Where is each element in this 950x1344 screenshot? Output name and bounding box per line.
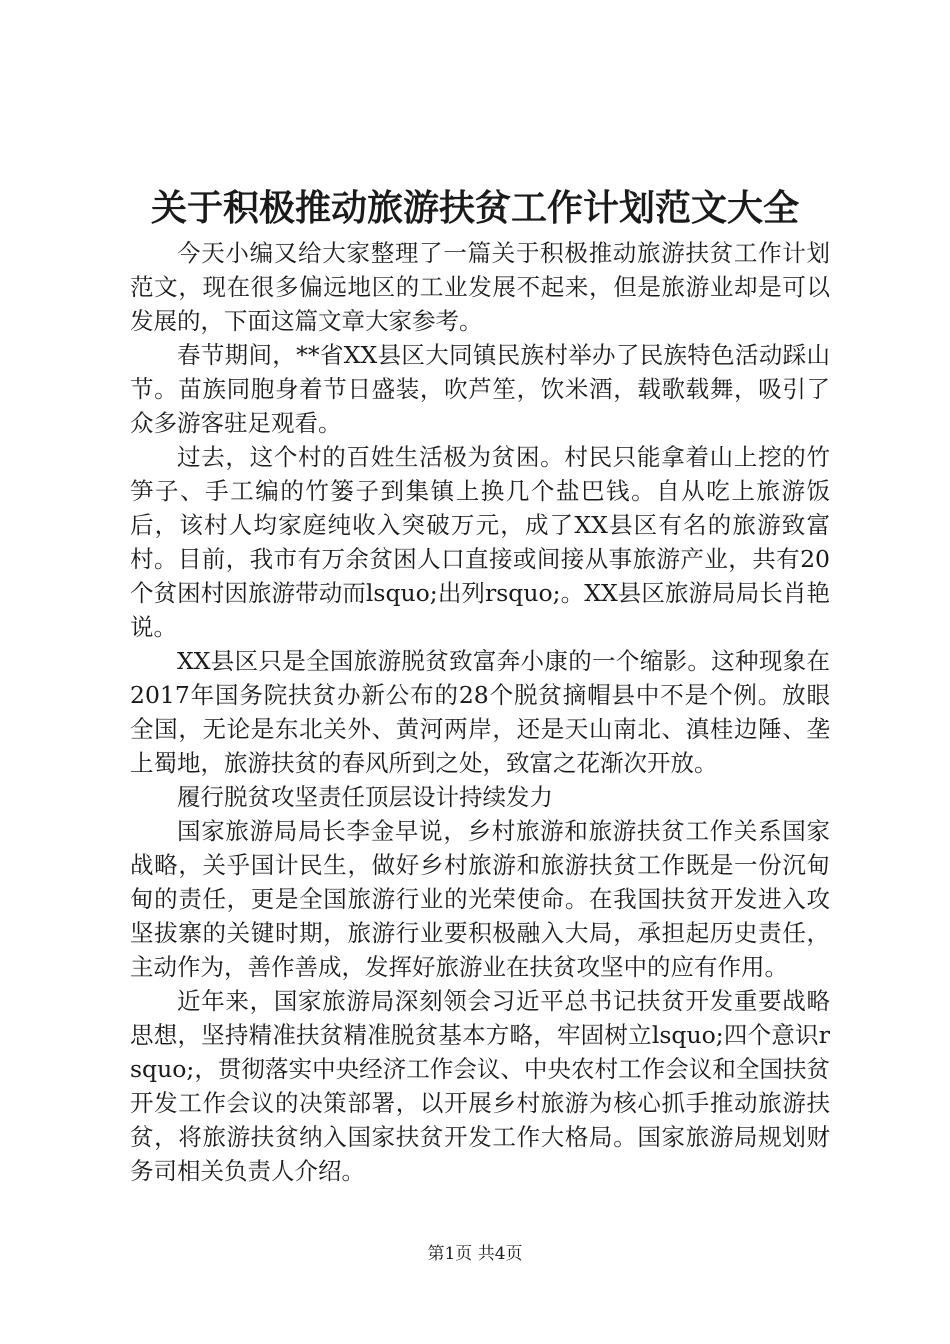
paragraph-county-example: XX县区只是全国旅游脱贫致富奔小康的一个缩影。这种现象在2017年国务院扶贫办新公布的28个脱贫摘帽县中不是个例。放眼全国，无论是东北关外、黄河两岸，还是天山南北、滇桂边陲、垄上蜀地，旅游扶贫的春风所到之处，致富之花渐次开放。 [130, 647, 830, 777]
document-body [130, 236, 830, 1188]
page-number-footer: 第1页 共4页 [427, 1244, 523, 1264]
paragraph-spring-festival: 春节期间，**省XX县区大同镇民族村举办了民族特色活动踩山节。苗族同胞身着节日盛装，吹芦笙，饮米酒，载歌载舞，吸引了众多游客驻足观看。 [130, 341, 830, 437]
paragraph-recent-years: 近年来，国家旅游局深刻领会习近平总书记扶贫开发重要战略思想，坚持精准扶贫精准脱贫基本方略，牢固树立lsquo;四个意识rsquo;，贯彻落实中央经济工作会议、中央农村工作会议和全国扶贫开发工作会议的决策部署，以开展乡村旅游为核心抓手推动旅游扶贫，将旅游扶贫纳入国家扶贫开发工作大格局。国家旅游局规划财务司相关负责人介绍。 [130, 987, 830, 1185]
paragraph-past-poverty: 过去，这个村的百姓生活极为贫困。村民只能拿着山上挖的竹笋子、手工编的竹篓子到集镇上换几个盐巴钱。自从吃上旅游饭后，该村人均家庭纯收入突破万元，成了XX县区有名的旅游致富村。目前，我市有万余贫困人口直接或间接从事旅游产业，共有20个贫困村因旅游带动而lsquo;出列rsquo;。XX县区旅游局局长肖艳说。 [130, 443, 830, 641]
paragraph-intro: 今天小编又给大家整理了一篇关于积极推动旅游扶贫工作计划范文，现在很多偏远地区的工业发展不起来，但是旅游业却是可以发展的，下面这篇文章大家参考。 [130, 239, 830, 335]
paragraph-director-quote: 国家旅游局局长李金早说，乡村旅游和旅游扶贫工作关系国家战略，关乎国计民生，做好乡村旅游和旅游扶贫工作既是一份沉甸甸的责任，更是全国旅游行业的光荣使命。在我国扶贫开发进入攻坚拔寨的关键时期，旅游行业要积极融入大局，承担起历史责任，主动作为，善作善成，发挥好旅游业在扶贫攻坚中的应有作用。 [130, 817, 830, 981]
document-title: 关于积极推动旅游扶贫工作计划范文大全 [150, 187, 799, 229]
section-heading: 履行脱贫攻坚责任顶层设计持续发力 [177, 783, 553, 811]
